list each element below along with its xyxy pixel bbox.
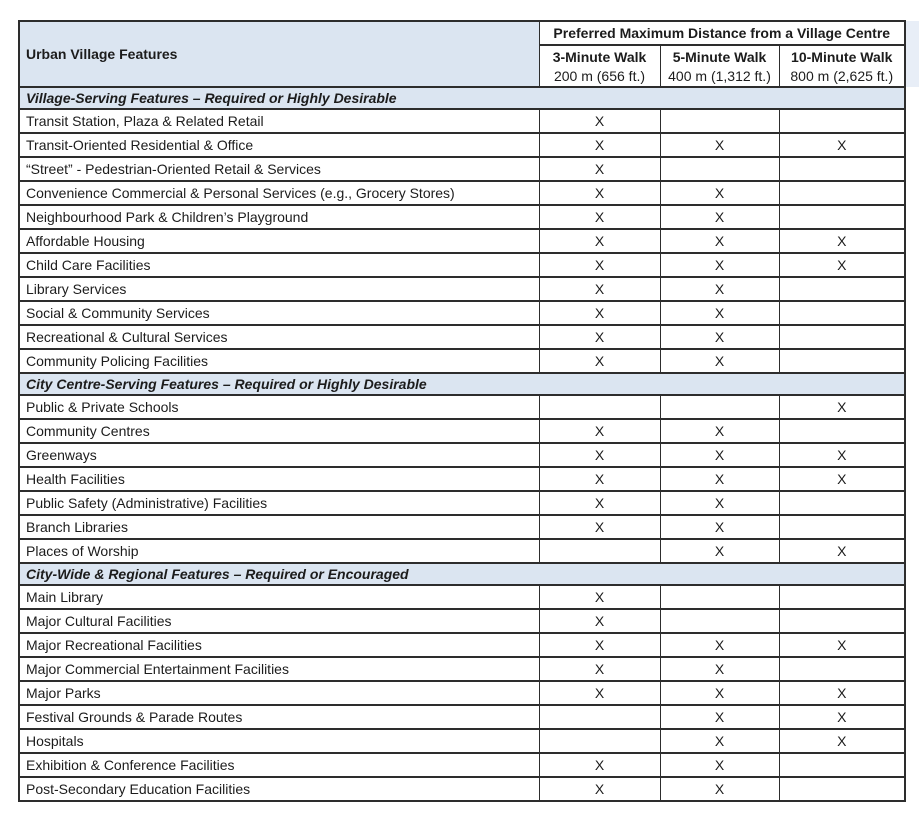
- section-header-row: [19, 87, 905, 109]
- feature-label: Festival Grounds & Parade Routes: [19, 705, 539, 729]
- distance-mark-empty: [779, 205, 905, 229]
- column-header-10-minute-walk: [779, 45, 905, 87]
- distance-mark-empty: [539, 705, 660, 729]
- distance-mark: X: [779, 633, 905, 657]
- distance-mark: X: [539, 515, 660, 539]
- table-row: [19, 325, 905, 349]
- distance-mark-empty: [779, 419, 905, 443]
- distance-mark-empty: [779, 325, 905, 349]
- table-row: [19, 205, 905, 229]
- distance-mark: X: [539, 109, 660, 133]
- table-row: [19, 395, 905, 419]
- distance-span-header: Preferred Maximum Distance from a Village Centre: [539, 21, 905, 45]
- column-subtitle: 400 m (1,312 ft.): [668, 67, 771, 84]
- distance-mark: X: [539, 325, 660, 349]
- feature-label: Exhibition & Conference Facilities: [19, 753, 539, 777]
- feature-label: Public Safety (Administrative) Facilities: [19, 491, 539, 515]
- feature-label: Community Centres: [19, 419, 539, 443]
- distance-mark-empty: [779, 491, 905, 515]
- feature-label: “Street” - Pedestrian-Oriented Retail & Services: [19, 157, 539, 181]
- distance-mark: X: [779, 467, 905, 491]
- distance-mark: X: [660, 253, 779, 277]
- section-header-row: [19, 563, 905, 585]
- feature-label: Social & Community Services: [19, 301, 539, 325]
- distance-mark: X: [660, 777, 779, 801]
- feature-label: Child Care Facilities: [19, 253, 539, 277]
- distance-mark: X: [539, 229, 660, 253]
- table-row: [19, 277, 905, 301]
- distance-mark: X: [660, 443, 779, 467]
- feature-label: Post-Secondary Education Facilities: [19, 777, 539, 801]
- distance-mark-empty: [660, 109, 779, 133]
- feature-label: Hospitals: [19, 729, 539, 753]
- feature-label: Major Cultural Facilities: [19, 609, 539, 633]
- distance-mark: X: [660, 491, 779, 515]
- distance-mark: X: [539, 585, 660, 609]
- feature-label: Major Commercial Entertainment Facilities: [19, 657, 539, 681]
- table-row: [19, 585, 905, 609]
- distance-mark: X: [539, 133, 660, 157]
- distance-mark: X: [660, 539, 779, 563]
- table-row: [19, 633, 905, 657]
- distance-mark: X: [779, 705, 905, 729]
- distance-mark: X: [660, 419, 779, 443]
- section-title: City-Wide & Regional Features – Required or Encouraged: [19, 563, 905, 585]
- feature-label: Greenways: [19, 443, 539, 467]
- distance-mark: X: [539, 349, 660, 373]
- table-row: [19, 349, 905, 373]
- column-title: 3-Minute Walk: [552, 48, 647, 65]
- distance-mark: X: [539, 419, 660, 443]
- feature-label: Transit-Oriented Residential & Office: [19, 133, 539, 157]
- column-subtitle: 200 m (656 ft.): [553, 67, 646, 84]
- table-row: [19, 777, 905, 801]
- distance-mark-empty: [660, 585, 779, 609]
- table-row: [19, 443, 905, 467]
- distance-mark: X: [539, 491, 660, 515]
- table-row: [19, 157, 905, 181]
- features-column-header: Urban Village Features: [19, 21, 539, 87]
- distance-mark: X: [660, 301, 779, 325]
- table-row: [19, 253, 905, 277]
- section-title: City Centre-Serving Features – Required or Highly Desirable: [19, 373, 905, 395]
- distance-mark: X: [660, 181, 779, 205]
- distance-mark: X: [539, 443, 660, 467]
- table-row: [19, 491, 905, 515]
- distance-mark-empty: [660, 157, 779, 181]
- table-row: [19, 753, 905, 777]
- distance-mark-empty: [779, 777, 905, 801]
- distance-mark-empty: [779, 515, 905, 539]
- table-row: [19, 729, 905, 753]
- distance-mark: X: [779, 681, 905, 705]
- distance-mark: X: [779, 133, 905, 157]
- distance-mark: X: [539, 301, 660, 325]
- distance-mark: X: [779, 539, 905, 563]
- table-row: [19, 301, 905, 325]
- distance-mark: X: [779, 729, 905, 753]
- distance-mark-empty: [779, 585, 905, 609]
- distance-mark: X: [779, 229, 905, 253]
- section-header-row: [19, 373, 905, 395]
- distance-mark: X: [660, 657, 779, 681]
- distance-mark-empty: [779, 349, 905, 373]
- distance-mark: X: [539, 277, 660, 301]
- distance-mark: X: [539, 657, 660, 681]
- distance-mark-empty: [779, 109, 905, 133]
- header-row-span: [19, 21, 905, 45]
- distance-mark: X: [539, 253, 660, 277]
- distance-mark: X: [539, 753, 660, 777]
- distance-mark: X: [779, 395, 905, 419]
- feature-label: Major Parks: [19, 681, 539, 705]
- distance-mark-empty: [779, 609, 905, 633]
- distance-mark: X: [539, 777, 660, 801]
- distance-mark: X: [660, 133, 779, 157]
- feature-label: Affordable Housing: [19, 229, 539, 253]
- feature-label: Places of Worship: [19, 539, 539, 563]
- distance-mark: X: [539, 205, 660, 229]
- table-row: [19, 419, 905, 443]
- distance-mark: X: [660, 229, 779, 253]
- distance-mark: X: [660, 705, 779, 729]
- table-body: [19, 87, 905, 801]
- distance-mark: X: [779, 443, 905, 467]
- table-row: [19, 181, 905, 205]
- walkability-distance-table: [18, 20, 906, 802]
- feature-label: Health Facilities: [19, 467, 539, 491]
- feature-label: Transit Station, Plaza & Related Retail: [19, 109, 539, 133]
- column-title: 5-Minute Walk: [672, 48, 767, 65]
- distance-mark-empty: [539, 729, 660, 753]
- distance-mark-empty: [779, 657, 905, 681]
- distance-mark-empty: [660, 609, 779, 633]
- feature-label: Library Services: [19, 277, 539, 301]
- feature-label: Major Recreational Facilities: [19, 633, 539, 657]
- distance-mark: X: [779, 253, 905, 277]
- column-header-3-minute-walk: [539, 45, 660, 87]
- distance-mark: X: [539, 181, 660, 205]
- table-row: [19, 467, 905, 491]
- table-row: [19, 515, 905, 539]
- distance-mark: X: [660, 633, 779, 657]
- column-header-5-minute-walk: [660, 45, 779, 87]
- feature-label: Community Policing Facilities: [19, 349, 539, 373]
- distance-mark: X: [539, 633, 660, 657]
- distance-mark: X: [660, 277, 779, 301]
- table-row: [19, 705, 905, 729]
- distance-mark-empty: [539, 395, 660, 419]
- feature-label: Recreational & Cultural Services: [19, 325, 539, 349]
- distance-mark: X: [539, 157, 660, 181]
- feature-label: Public & Private Schools: [19, 395, 539, 419]
- distance-mark: X: [660, 753, 779, 777]
- feature-label: Neighbourhood Park & Children’s Playground: [19, 205, 539, 229]
- distance-mark: X: [660, 467, 779, 491]
- column-title: 10-Minute Walk: [791, 48, 893, 65]
- distance-mark: X: [539, 467, 660, 491]
- distance-mark-empty: [779, 181, 905, 205]
- distance-mark: X: [660, 515, 779, 539]
- column-subtitle: 800 m (2,625 ft.): [790, 67, 894, 84]
- distance-mark: X: [660, 349, 779, 373]
- table-row: [19, 109, 905, 133]
- table-row: [19, 229, 905, 253]
- feature-label: Branch Libraries: [19, 515, 539, 539]
- distance-mark: X: [660, 205, 779, 229]
- table-row: [19, 657, 905, 681]
- distance-mark: X: [539, 681, 660, 705]
- table-row: [19, 681, 905, 705]
- distance-mark: X: [660, 325, 779, 349]
- distance-mark: X: [539, 609, 660, 633]
- distance-mark: X: [660, 729, 779, 753]
- feature-label: Main Library: [19, 585, 539, 609]
- distance-mark-empty: [779, 753, 905, 777]
- distance-mark-empty: [779, 157, 905, 181]
- table-row: [19, 609, 905, 633]
- distance-mark-empty: [779, 301, 905, 325]
- distance-mark-empty: [779, 277, 905, 301]
- cropped-header-continuation: [906, 21, 919, 87]
- distance-mark-empty: [660, 395, 779, 419]
- table-row: [19, 133, 905, 157]
- feature-label: Convenience Commercial & Personal Services (e.g., Grocery Stores): [19, 181, 539, 205]
- distance-mark-empty: [539, 539, 660, 563]
- section-title: Village-Serving Features – Required or Highly Desirable: [19, 87, 905, 109]
- distance-mark: X: [660, 681, 779, 705]
- table-row: [19, 539, 905, 563]
